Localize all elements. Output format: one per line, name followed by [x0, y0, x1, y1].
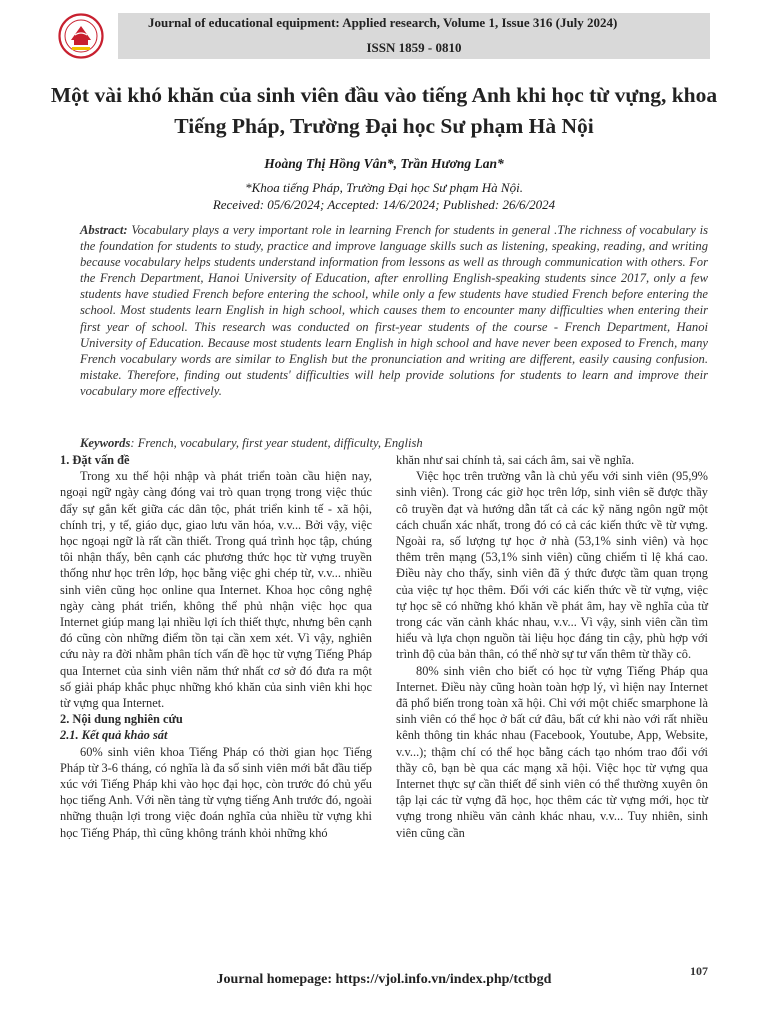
journal-homepage: Journal homepage: https://vjol.info.vn/index.php/tctbgd	[216, 972, 552, 987]
subsection-heading-results: 2.1. Kết quả khảo sát	[60, 728, 168, 743]
body-column-right	[396, 452, 708, 841]
keywords-text: : French, vocabulary, first year student, difficulty, English	[130, 436, 423, 450]
article-title: Một vài khó khăn của sinh viên đầu vào tiếng Anh khi học từ vựng, khoa Tiếng Pháp, Trường Đại học Sư phạm Hà Nội	[50, 83, 718, 138]
body-paragraph-continued: khăn như sai chính tả, sai cách âm, sai về nghĩa.	[396, 453, 635, 467]
keywords-label: Keywords	[80, 436, 131, 450]
author-affiliation: *Khoa tiếng Pháp, Trường Đại học Sư phạm Hà Nội.	[245, 180, 523, 195]
abstract-label: Abstract:	[80, 223, 128, 237]
section-heading-introduction: 1. Đặt vấn đề	[60, 453, 130, 467]
body-paragraph: 60% sinh viên khoa Tiếng Pháp có thời gian học Tiếng Pháp từ 3-6 tháng, có nghĩa là đa số sinh viên mới bắt đầu tiếp xúc với Tiếng Pháp khi vào học đại học, còn trước đó chủ yếu học tiếng Anh. Với nền tảng từ vựng tiếng Anh trước đó, ngoài những thuận lợi trong việc đoán nghĩa của nhiều từ vựng khi học Tiếng Pháp, thì cũng không tránh khỏi những khó	[60, 744, 372, 840]
abstract-text: Vocabulary plays a very important role in learning French for students in general .The richness of vocabulary is the foundation for students to study, practice and improve language skills such as listening, speaking, reading, and writing because vocabulary helps students understand information from lessons as well as through communication with others. For the French Department, Hanoi University of Education, after enrolling English-speaking students since 2017, only a few students have studied French before entering the school, while only a few students have studied French before entering the school. Most students learn English in high school, which causes them to encounter many difficulties when entering their first year of school. This research was conducted on first-year students of the course - French Department, Hanoi University of Education. Because most students learn English in high school and have never been exposed to French, many French vocabulary words are similar to English but the pronunciation and writing are different, easily causing confusion. mistake. Therefore, finding out students' difficulties will help provide solutions for students to learn and improve their vocabulary more effectively.	[80, 223, 708, 398]
journal-emblem-icon	[58, 13, 104, 59]
section-heading-research: 2. Nội dung nghiên cứu	[60, 712, 183, 727]
publication-dates: Received: 05/6/2024; Accepted: 14/6/2024; Published: 26/6/2024	[212, 197, 556, 212]
article-authors: Hoàng Thị Hồng Vân*, Trần Hương Lan*	[264, 156, 504, 171]
body-paragraph: Trong xu thế hội nhập và phát triển toàn cầu hiện nay, ngoại ngữ ngày càng đóng vai trò quan trọng trong việc thúc đẩy sự gắn kết giữa các dân tộc, phát triển kinh tế - xã hội, chính trị, y tế, giáo dục, giao lưu văn hóa, v.v... Bởi vậy, việc học ngoại ngữ là rất cần thiết. Trong quá trình học tập, chúng tôi nhận thấy, bên cạnh các phương thức học từ vựng truyền thống như học trên lớp, học bằng việc ghi chép từ, v.v... nhiều sinh viên cũng học online qua Internet. Khoa học công nghệ ngày càng phát triển, không thể phủ nhận việc học qua Internet giúp mang lại nhiều lợi ích thiết thực, nhưng bên cạnh đó cũng còn những điểm tồn tại cần xem xét. Vì vậy, nghiên cứu này ra đời nhằm phân tích vấn đề học từ vựng Tiếng Pháp qua Internet của sinh viên năm thứ nhất cơ sở đó đưa ra một số giải pháp khắc phục những khó khăn của sinh viên khi học từ vựng qua Internet.	[60, 469, 372, 711]
keywords-block	[80, 436, 708, 451]
abstract-block	[80, 222, 708, 399]
journal-citation: Journal of educational equipment: Applied research, Volume 1, Issue 316 (July 2024)	[148, 15, 618, 30]
body-column-left	[60, 452, 372, 841]
issn-label: ISSN 1859 - 0810	[366, 40, 462, 55]
body-paragraph: Việc học trên trường vẫn là chủ yếu với sinh viên (95,9% sinh viên). Trong các giờ học trên lớp, sinh viên sẽ được thầy cô truyền đạt và hướng dẫn tất cả các kỹ năng ngôn ngữ một cách chuẩn xác nhất, trong đó có cả các kiến thức về từ vựng. Ngoài ra, số lượng tự học ở nhà (53,1% sinh viên) và học thêm trên mạng (53,1% sinh viên) cũng chiếm tỉ lệ khá cao. Điều này cho thấy, sinh viên đã ý thức được tầm quan trọng của việc tự học thêm. Đối với các kiến thức về từ vựng, việc tự học sẽ có những khó khăn về phát âm, hay về nghĩa của từ trong các văn cảnh khác nhau, v.v... Vì vậy, sinh viên cần tìm hiểu và lựa chọn nguồn tài liệu học đáng tin cậy, phù hợp với trình độ của bản thân, có thể nhờ sự tư vấn thêm từ thầy cô.	[396, 469, 708, 662]
page-number: 107	[690, 964, 708, 978]
body-paragraph: 80% sinh viên cho biết có học từ vựng Tiếng Pháp qua Internet. Điều này cũng hoàn toàn hợp lý, vì hiện nay Internet đã phổ biến trong toàn xã hội. Chỉ với một chiếc smarphone là sinh viên có thể học ở bất cứ đâu, bất cứ khi nào với rất nhiều kênh thông tin khác nhau (Facebook, Youtube, App, Website, v.v...); thậm chí có thể học bằng cách tạo nhóm trao đổi với thầy cô, bạn bè qua các mạng xã hội. Việc học từ vựng qua Internet thực sự cần thiết để sinh viên có thể thường xuyên ôn tập lại các từ vựng đã học, học thêm các từ vựng mới, học từ vựng trong nhiều văn cảnh khác nhau, v.v... Tuy nhiên, sinh viên cũng cần	[396, 663, 708, 840]
